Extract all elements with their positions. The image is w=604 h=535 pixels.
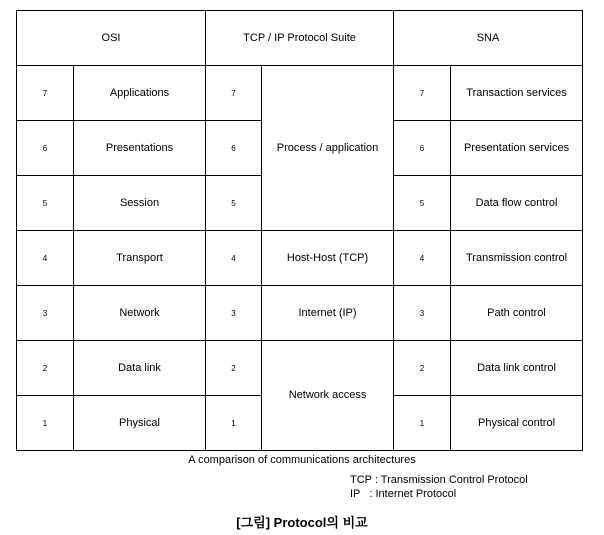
- osi-layer-name: Transport: [74, 231, 206, 286]
- osi-layer-number: 3: [17, 286, 74, 341]
- osi-layer-number: 7: [17, 66, 74, 121]
- sna-layer-number: 3: [394, 286, 451, 341]
- tcpip-layer-number: 2: [206, 341, 262, 396]
- osi-layer-number: 5: [17, 176, 74, 231]
- tcp-abbreviation: TCP : Transmission Control Protocol: [350, 474, 528, 486]
- tcpip-layer-number: 5: [206, 176, 262, 231]
- sna-layer-name: Transmission control: [451, 231, 583, 286]
- osi-layer-number: 4: [17, 231, 74, 286]
- sna-layer-number: 7: [394, 66, 451, 121]
- osi-layer-name: Network: [74, 286, 206, 341]
- sna-layer-number: 4: [394, 231, 451, 286]
- tcpip-layer-number: 7: [206, 66, 262, 121]
- osi-layer-name: Data link: [74, 341, 206, 396]
- tcpip-layer-number: 6: [206, 121, 262, 176]
- osi-layer-number: 1: [17, 396, 74, 451]
- header-tcpip: TCP / IP Protocol Suite: [206, 11, 394, 66]
- comparison-table: [16, 10, 583, 451]
- figure-title: [그림] Protocol의 비교: [236, 515, 368, 530]
- header-row: [17, 11, 583, 66]
- tcpip-layer-number: 4: [206, 231, 262, 286]
- osi-layer-name: Presentations: [74, 121, 206, 176]
- sna-layer-number: 6: [394, 121, 451, 176]
- sna-layer-name: Data link control: [451, 341, 583, 396]
- table-row: [17, 341, 583, 396]
- tcpip-layer-number: 1: [206, 396, 262, 451]
- osi-layer-name: Physical: [74, 396, 206, 451]
- table-row: [17, 66, 583, 121]
- ip-abbreviation: IP : Internet Protocol: [350, 488, 457, 500]
- sna-layer-name: Path control: [451, 286, 583, 341]
- table-caption: A comparison of communications architectures: [188, 454, 416, 466]
- osi-layer-number: 6: [17, 121, 74, 176]
- sna-layer-name: Physical control: [451, 396, 583, 451]
- tcpip-layer-number: 3: [206, 286, 262, 341]
- header-sna: SNA: [394, 11, 583, 66]
- osi-layer-name: Applications: [74, 66, 206, 121]
- osi-layer-name: Session: [74, 176, 206, 231]
- tcpip-host-host: Host-Host (TCP): [262, 231, 394, 286]
- table-row: [17, 286, 583, 341]
- sna-layer-name: Presentation services: [451, 121, 583, 176]
- sna-layer-number: 2: [394, 341, 451, 396]
- tcpip-internet: Internet (IP): [262, 286, 394, 341]
- tcpip-network-access: Network access: [262, 341, 394, 451]
- table-row: [17, 231, 583, 286]
- osi-layer-number: 2: [17, 341, 74, 396]
- sna-layer-name: Data flow control: [451, 176, 583, 231]
- header-osi: OSI: [17, 11, 206, 66]
- sna-layer-number: 1: [394, 396, 451, 451]
- sna-layer-name: Transaction services: [451, 66, 583, 121]
- tcpip-process-application: Process / application: [262, 66, 394, 231]
- sna-layer-number: 5: [394, 176, 451, 231]
